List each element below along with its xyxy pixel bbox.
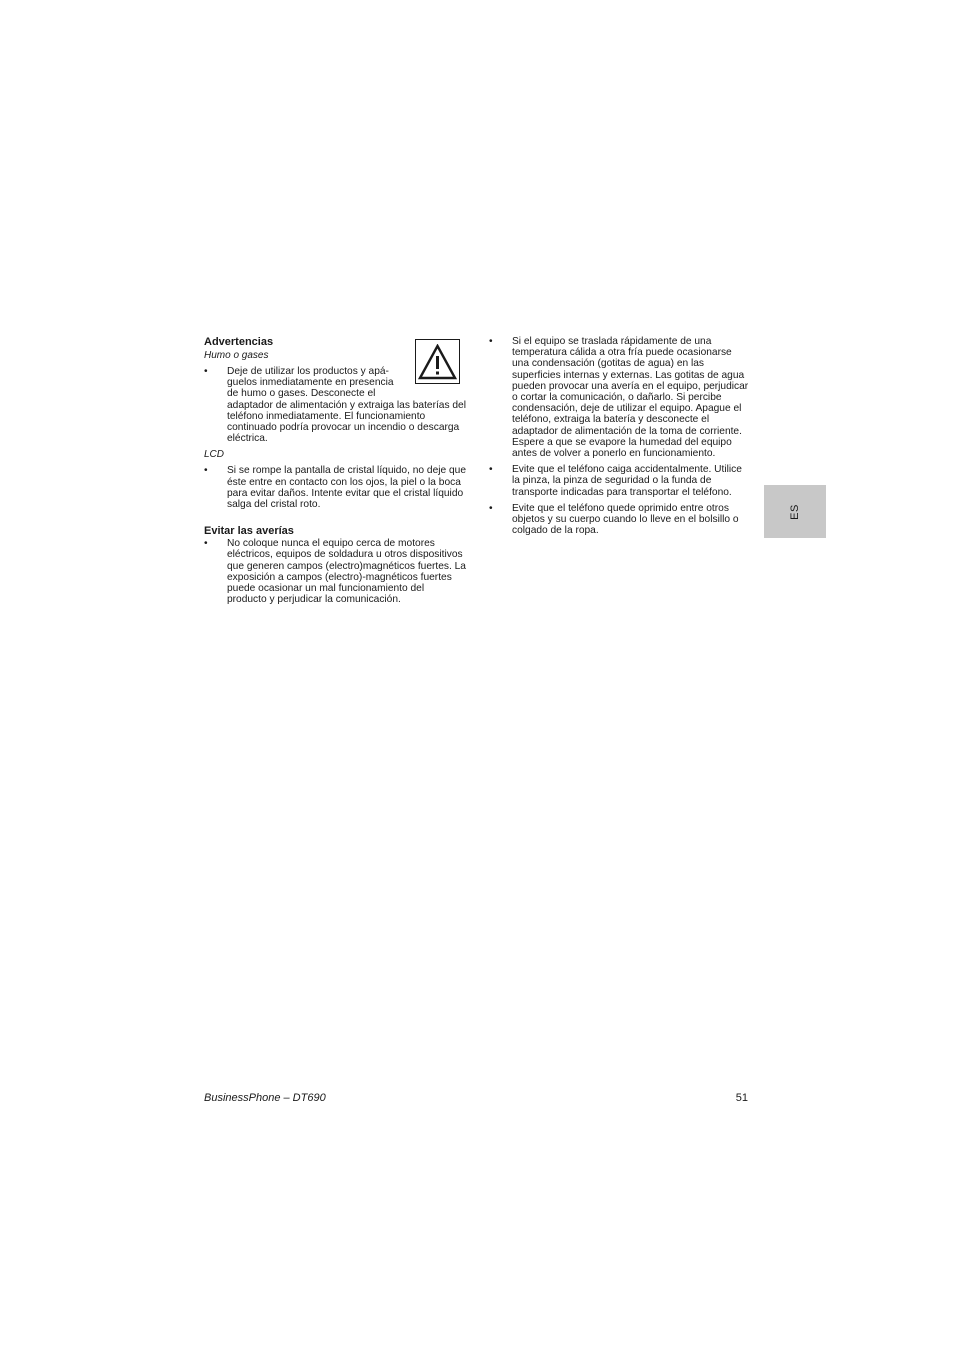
humo-line-2: guelos inmediatamente en presencia	[227, 377, 394, 389]
language-tab	[764, 485, 826, 538]
condensation-item	[489, 336, 751, 459]
bullet-marker: •	[489, 336, 493, 347]
lcd-subheading: LCD	[204, 449, 225, 461]
humo-line-3: de humo o gases. Desconecte el	[227, 388, 376, 400]
pressure-text: Evite que el teléfono quede oprimido entre otros objetos y su cuerpo cuando lo lleve en el bolsillo o colgado de la ropa.	[512, 502, 739, 537]
bullet-marker: •	[489, 502, 493, 514]
language-tab-label: ES	[789, 503, 801, 520]
right-column	[489, 336, 751, 541]
page-number: 51	[735, 1092, 748, 1104]
humo-rest: adaptador de alimentación y extraiga las baterías del teléfono inmediatamente. El funcionamiento continuado podría provocar un incendio o descarga eléctrica.	[227, 399, 466, 445]
bullet-marker: •	[489, 464, 493, 476]
bullet-marker: •	[204, 465, 208, 477]
footer-title: BusinessPhone – DT690	[204, 1092, 326, 1104]
humo-subheading: Humo o gases	[204, 350, 269, 361]
drop-text: Evite que el teléfono caiga accidentalmente. Utilice la pinza, la pinza de seguridad o la funda de transporte indicadas para transportar el teléfono.	[512, 464, 742, 498]
warning-triangle-icon	[415, 339, 460, 384]
advertencias-heading: Advertencias	[204, 336, 274, 348]
condensation-text: Si el equipo se traslada rápidamente de una temperatura cálida a otra fría puede ocasionarse una condensación (gotitas de agua) en las superficies internas y externas. Las gotitas de agua pueden provocar una avería en el equipo, perjudicar o cortar la comunicación, o dañarlo. Si percibe condensación, deje de utilizar el equipo. Apague el teléfono, extraiga la batería y desconecte el adaptador de alimentación de la toma de corriente. Espere a que se evapore la humedad del equipo antes de volver a ponerlo en funcionamiento.	[512, 336, 749, 460]
averias-text: No coloque nunca el equipo cerca de motores eléctricos, equipos de soldadura u otros dispositivos que generen campos (electro)magnéticos fuertes. La exposición a campos (electro)-magnéticos fuertes puede ocasionar un mal funcionamiento del producto y perjudicar la comunicación.	[227, 538, 466, 606]
averias-heading: Evitar las averías	[204, 525, 294, 538]
lcd-text: Si se rompe la pantalla de cristal líquido, no deje que éste entre en contacto con los ojos, la piel o la boca para evitar daños. Intente evitar que el cristal líquido salga del cristal roto.	[227, 465, 466, 511]
averias-item	[204, 538, 466, 605]
bullet-marker: •	[204, 538, 208, 550]
humo-line-1: Deje de utilizar los productos y apá-	[227, 366, 389, 377]
bullet-marker: •	[204, 366, 208, 377]
drop-item	[489, 464, 751, 498]
pressure-item	[489, 503, 751, 537]
lcd-item	[204, 465, 466, 510]
